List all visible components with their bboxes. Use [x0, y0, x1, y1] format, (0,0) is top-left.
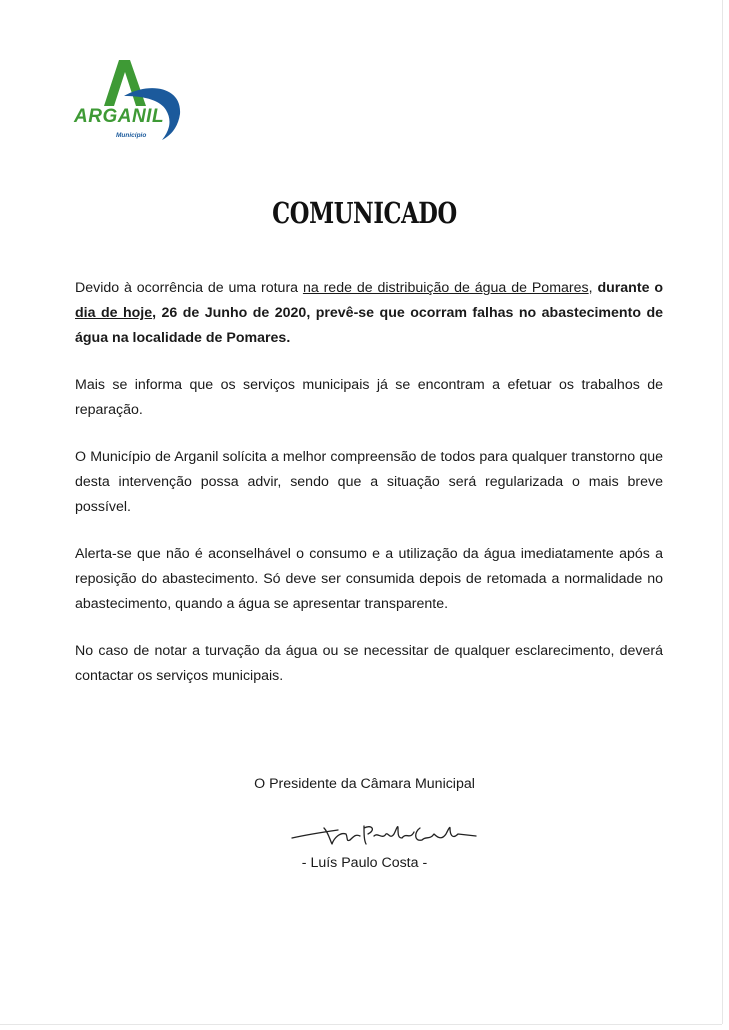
logo-subtitle: Município — [116, 132, 147, 139]
paragraph-1-comma: , — [588, 280, 598, 296]
municipality-logo — [70, 52, 190, 152]
paragraph-1 — [75, 276, 663, 351]
bold-date-text: , 26 de Junho de 2020, prevê-se que ocorram falhas no abastecimento de água na localidade de Pomares. — [75, 305, 663, 346]
paragraph-4: Alerta-se que não é aconselhável o consumo e a utilização da água imediatamente após a reposição do abastecimento. Só deve ser consumida depois de retomada a normalidade no abastecimento, quando a água se apresentar transparente. — [75, 546, 663, 612]
paragraph-3: O Município de Arganil solícita a melhor compreensão de todos para qualquer transtorno que desta intervenção possa advir, sendo que a situação será regularizada o mais breve possível. — [75, 449, 663, 515]
paragraph-1-text: Devido à ocorrência de uma rotura — [75, 280, 303, 296]
page-edge — [0, 1024, 722, 1025]
bold-underlined-today: dia de hoje — [75, 305, 153, 321]
document-body — [75, 276, 663, 711]
signer-name: - Luís Paulo Costa - — [301, 855, 428, 871]
paragraph-5: No caso de notar a turvação da água ou se necessitar de qualquer esclarecimento, deverá contactar os serviços municipais. — [75, 643, 663, 684]
logo-name: ARGANIL — [74, 106, 165, 127]
underlined-location: na rede de distribuição de água de Pomares — [302, 280, 589, 296]
handwritten-signature — [290, 814, 480, 850]
bold-text: durante o — [597, 280, 663, 296]
document-title: COMUNICADO — [272, 196, 457, 230]
paragraph-2: Mais se informa que os serviços municipais já se encontram a efetuar os trabalhos de reparação. — [75, 377, 663, 418]
closing-title: O Presidente da Câmara Municipal — [254, 776, 475, 792]
